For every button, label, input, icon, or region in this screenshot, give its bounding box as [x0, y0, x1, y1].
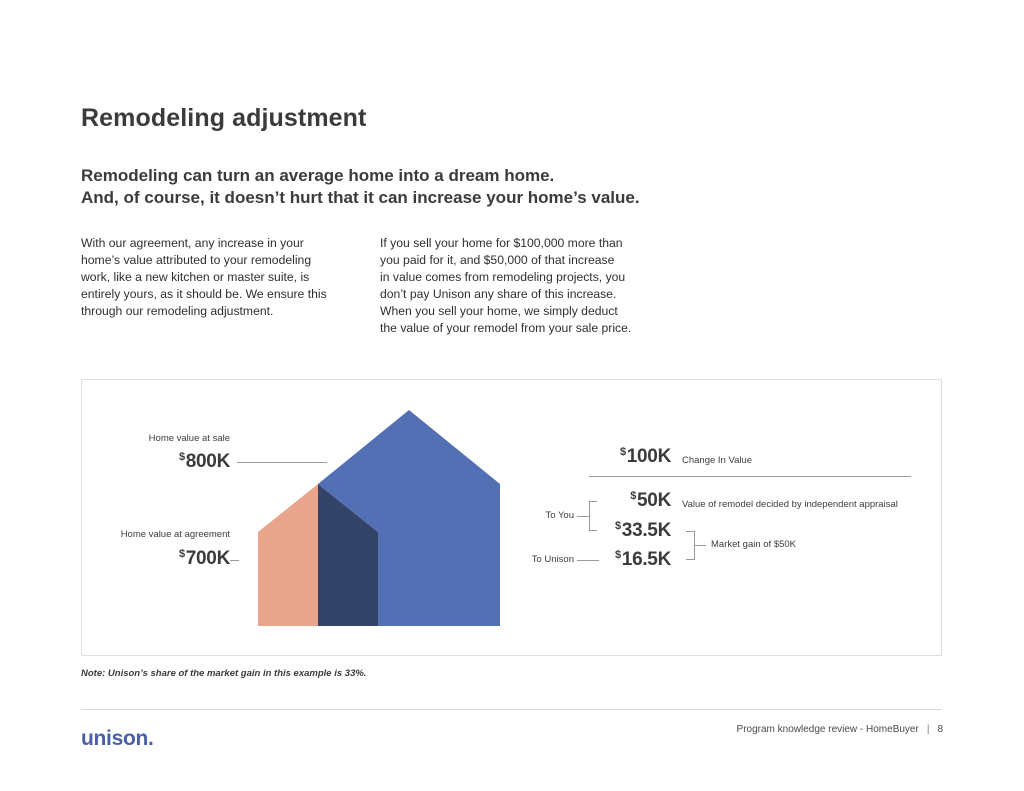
- left-paragraph-line: work, like a new kitchen or master suite, is: [81, 270, 310, 284]
- right-paragraph-line: When you sell your home, we simply deduct: [380, 304, 618, 318]
- left-paragraph-line: With our agreement, any increase in your: [81, 236, 304, 250]
- sale-value: [179, 451, 230, 473]
- currency-symbol: $: [178, 451, 185, 463]
- right-paragraph-line: in value comes from remodeling projects, you: [380, 270, 626, 284]
- page-title: Remodeling adjustment: [81, 104, 367, 132]
- market-gain-bracket-bottom: [686, 559, 694, 560]
- change-divider: [589, 476, 911, 477]
- subheading-line-1: Remodeling can turn an average home into a dream home.: [81, 166, 555, 185]
- right-paragraph-line: don’t pay Unison any share of this increase.: [380, 287, 617, 301]
- agreement-house-shape: [258, 484, 318, 626]
- footer-caption: [737, 724, 943, 735]
- remodel-value-amount: 50K: [637, 490, 671, 511]
- left-paragraph-line: entirely yours, as it should be. We ensure this: [81, 287, 327, 301]
- left-paragraph-line: through our remodeling adjustment.: [81, 304, 274, 318]
- subheading-line-2: And, of course, it doesn’t hurt that it can increase your home’s value.: [81, 188, 640, 207]
- currency-symbol: $: [614, 549, 621, 561]
- sale-value-label: Home value at sale: [148, 433, 230, 444]
- agreement-value-connector: [230, 560, 239, 561]
- change-value: [620, 446, 671, 468]
- currency-symbol: $: [614, 520, 621, 532]
- to-you-value-amount: 33.5K: [621, 520, 671, 541]
- change-value-label: Change In Value: [682, 455, 753, 466]
- agreement-value: [179, 548, 230, 570]
- to-you-connector: [577, 516, 589, 517]
- footer-doc-title: Program knowledge review - HomeBuyer: [736, 724, 919, 735]
- market-gain-connector: [694, 545, 706, 546]
- market-gain-label: Market gain of $50K: [711, 539, 797, 550]
- agreement-value-label: Home value at agreement: [120, 529, 230, 540]
- currency-symbol: $: [630, 490, 637, 502]
- currency-symbol: $: [178, 548, 185, 560]
- footer-divider: [81, 709, 942, 710]
- sale-value-amount: 800K: [185, 451, 230, 472]
- left-paragraph-line: home’s value attributed to your remodeling: [81, 253, 312, 267]
- remodel-value-label: Value of remodel decided by independent appraisal: [682, 499, 898, 510]
- to-you-bracket-bottom: [589, 530, 597, 531]
- page-number: 8: [937, 724, 943, 735]
- to-you-value: [615, 520, 671, 542]
- to-unison-value-amount: 16.5K: [621, 549, 671, 570]
- right-paragraph-line: you paid for it, and $50,000 of that increase: [380, 253, 615, 267]
- to-unison-value: [615, 549, 671, 571]
- to-unison-label: To Unison: [531, 554, 574, 565]
- change-value-amount: 100K: [626, 446, 671, 467]
- to-you-bracket: [589, 501, 590, 531]
- remodel-value: [630, 490, 671, 512]
- footer-separator: |: [926, 724, 930, 735]
- right-paragraph-line: the value of your remodel from your sale price.: [380, 321, 632, 335]
- right-paragraph-line: If you sell your home for $100,000 more than: [380, 236, 623, 250]
- unison-logo: unison.: [81, 727, 154, 750]
- currency-symbol: $: [619, 446, 626, 458]
- to-you-bracket-top: [589, 501, 597, 502]
- to-unison-connector: [577, 560, 599, 561]
- footnote: Note: Unison’s share of the market gain in this example is 33%.: [81, 668, 367, 679]
- sale-value-connector: [237, 462, 327, 463]
- market-gain-bracket-top: [686, 531, 694, 532]
- to-you-label: To You: [545, 510, 574, 521]
- agreement-value-amount: 700K: [185, 548, 230, 569]
